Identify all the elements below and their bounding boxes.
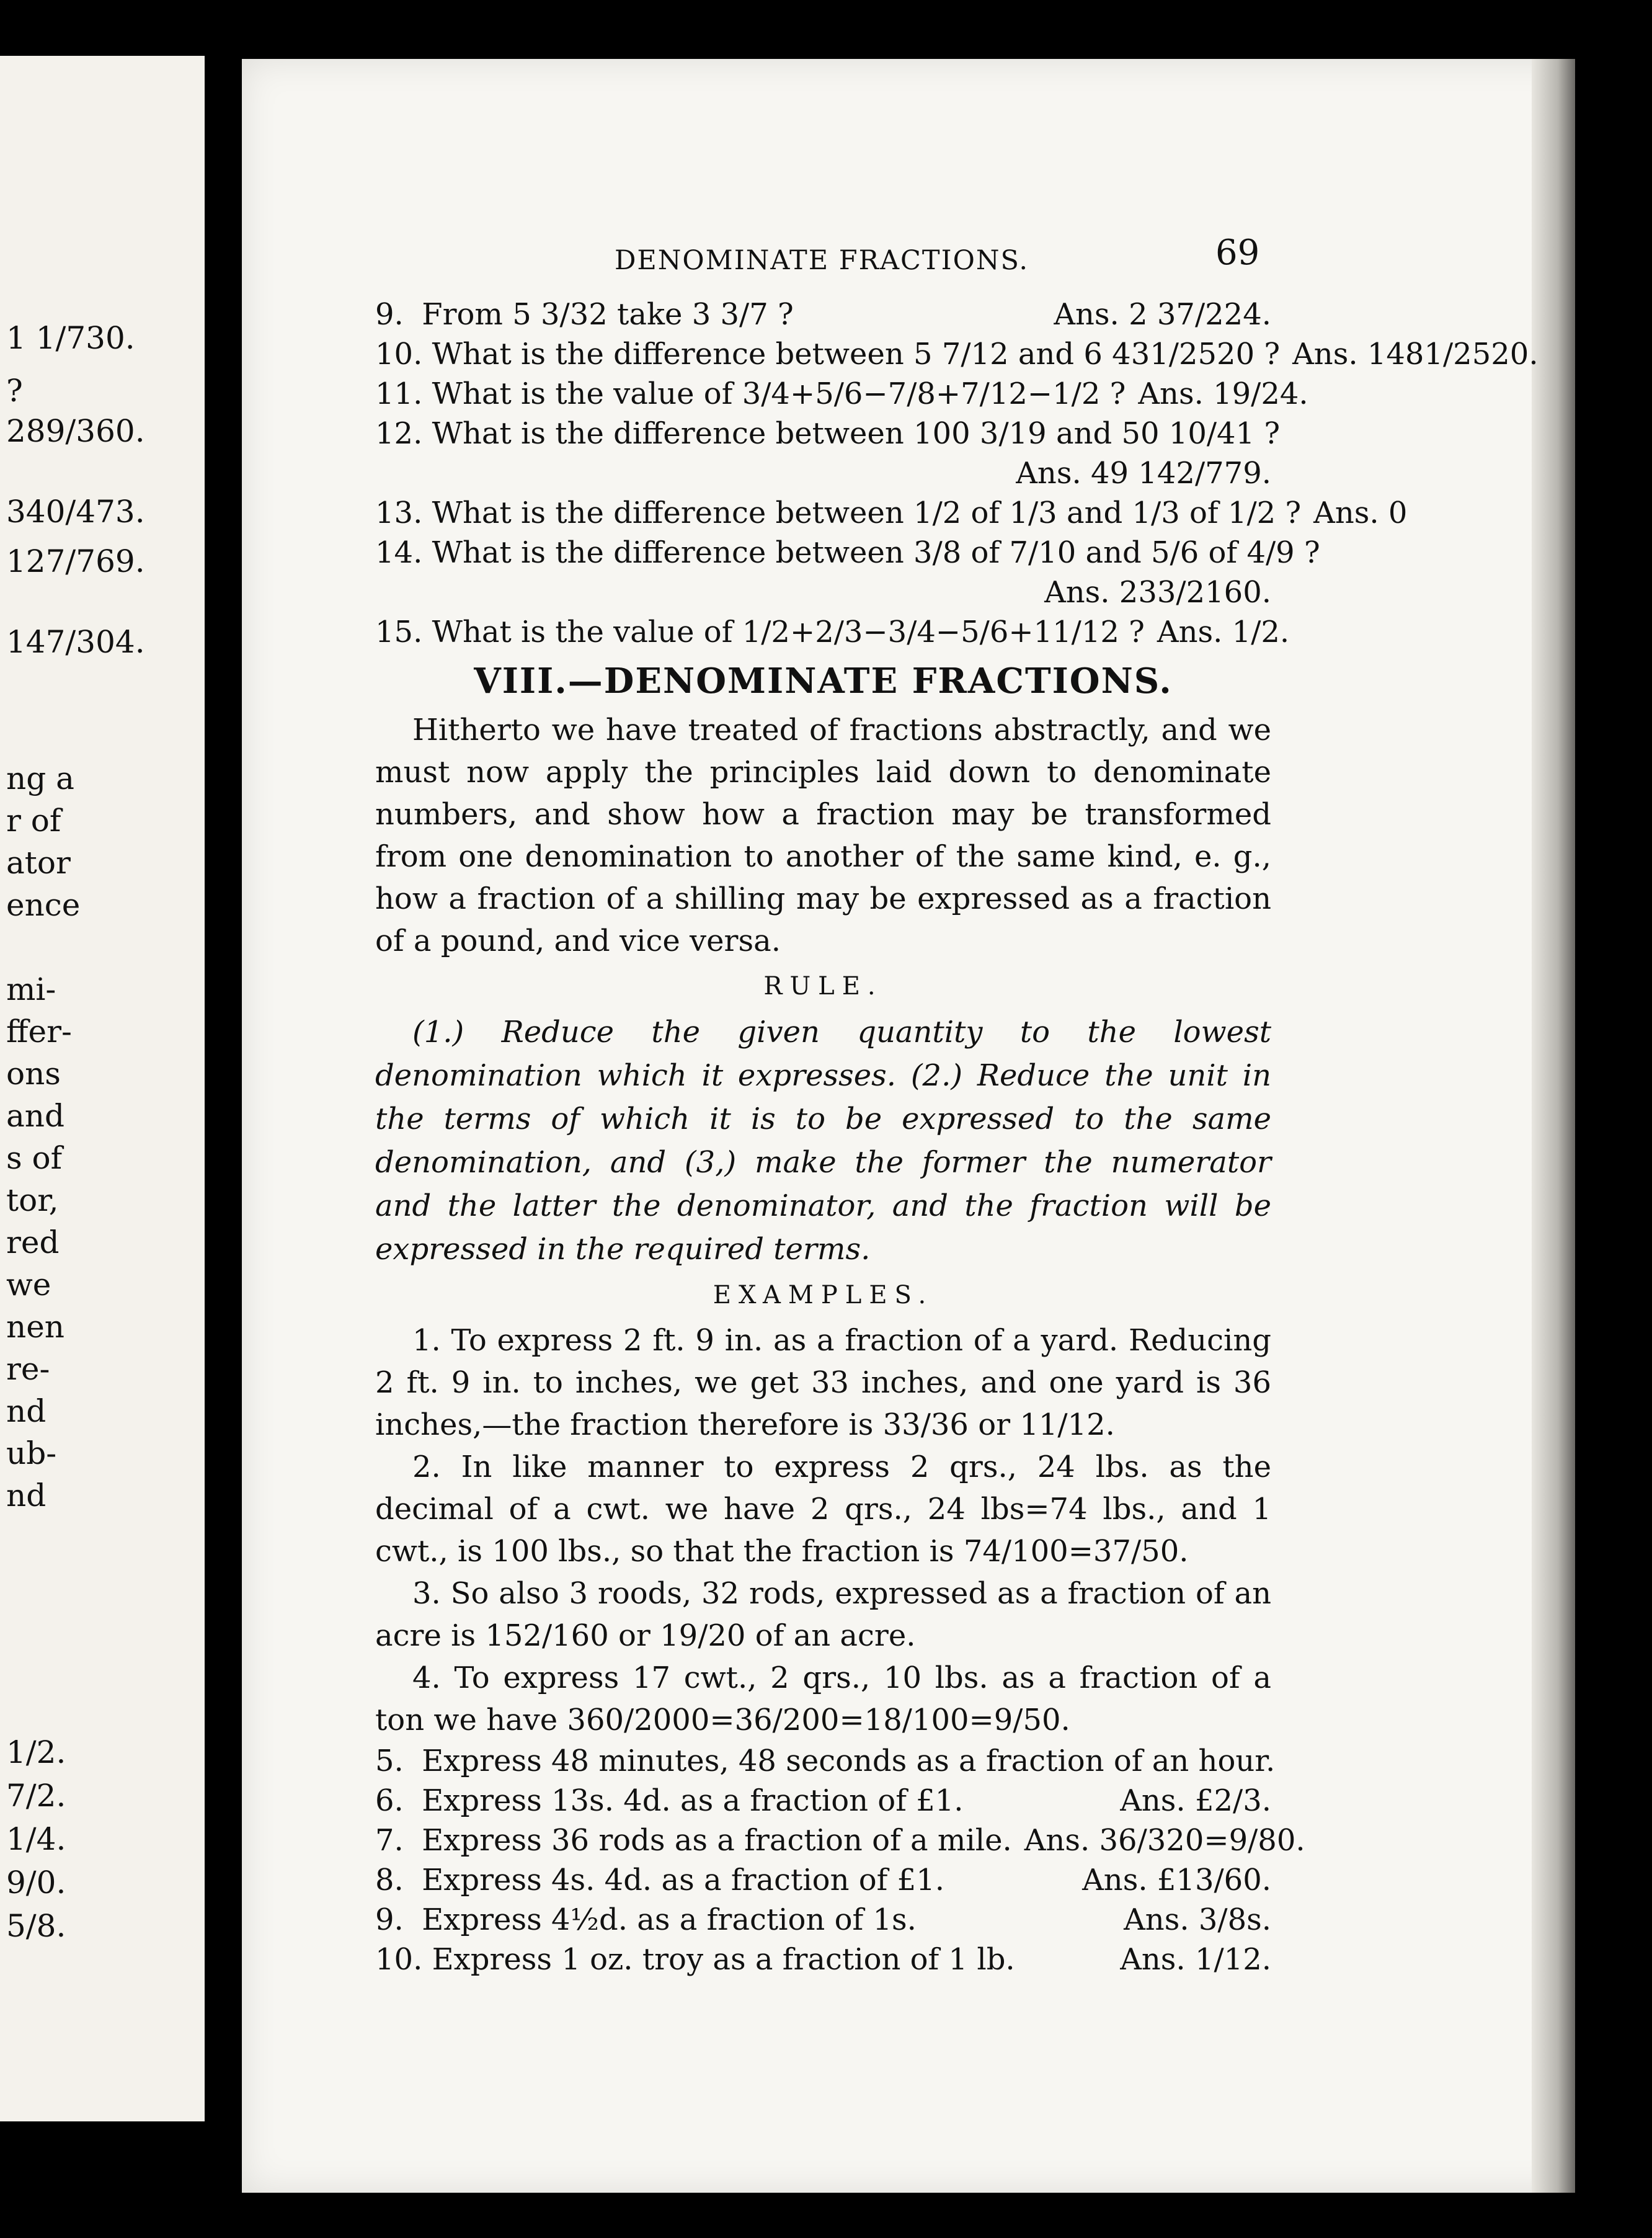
problem-text: From 5 3/32 take 3 3/7 ? (422, 297, 794, 332)
running-header: DENOMINATE FRACTIONS. (614, 245, 1029, 276)
problem-text: What is the difference between 5 7/12 and 6 431/2520 ? (432, 337, 1281, 372)
left-fragment: s of (6, 1140, 63, 1176)
facing-page-fragment (0, 56, 205, 2121)
left-fragment: 147/304. (6, 624, 145, 660)
exercise-answer: Ans. £13/60. (1082, 1863, 1271, 1897)
problem-number: 9. (375, 297, 404, 332)
problem-text: What is the difference between 100 3/19 and 50 10/41 ? (432, 416, 1281, 451)
worked-example: 4. To express 17 cwt., 2 qrs., 10 lbs. as a fraction of a ton we have 360/2000=36/200=18/100=9/50. (375, 1661, 1271, 1737)
left-fragment: mi- (6, 971, 56, 1007)
exercise-text: Express 13s. 4d. as a fraction of £1. (422, 1783, 964, 1818)
left-fragment: 5/8. (6, 1908, 66, 1944)
worked-example: 3. So also 3 roods, 32 rods, expressed as a fraction of an acre is 152/160 or 19/20 of an acre. (375, 1576, 1271, 1653)
intro-paragraph: Hitherto we have treated of fractions abstractly, and we must now apply the principles laid down to denominate numbers, and show how a fraction may be transformed from one denomination to another of the same kind, e. g., how a fraction of a shilling may be expressed as a fraction of a pound, and vice versa. (375, 713, 1271, 958)
problem-row (375, 414, 1281, 453)
problem-text: What is the difference between 3/8 of 7/10 and 5/6 of 4/9 ? (432, 535, 1320, 570)
problem-number: 14. (375, 535, 423, 570)
problem-list (375, 295, 1539, 652)
problem-number: 13. (375, 496, 423, 530)
exercise-text: Express 36 rods as a fraction of a mile. (422, 1823, 1012, 1858)
worked-examples (375, 1319, 1271, 1741)
exercise-row (375, 1741, 1276, 1781)
left-fragment: tor, (6, 1182, 59, 1218)
exercise-row (375, 1940, 1271, 1979)
left-fragment: we (6, 1267, 51, 1303)
problem-answer: Ans. 2 37/224. (1054, 297, 1271, 332)
left-fragment: ? (6, 373, 23, 409)
left-fragment: ence (6, 887, 81, 923)
left-fragment: and (6, 1098, 65, 1134)
exercise-number: 5. (375, 1744, 404, 1778)
problem-text: What is the value of 1/2+2/3−3/4−5/6+11/12 ? (432, 615, 1145, 649)
problem-text: What is the difference between 1/2 of 1/3 and 1/3 of 1/2 ? (432, 496, 1302, 530)
left-fragment: 7/2. (6, 1778, 66, 1814)
left-fragment: ffer- (6, 1014, 72, 1050)
page-content (375, 295, 1539, 1979)
left-fragment: ub- (6, 1435, 57, 1471)
exercise-text: Express 48 minutes, 48 seconds as a fraction of an hour. (422, 1744, 1276, 1778)
left-fragment: 1/2. (6, 1734, 66, 1770)
exercise-number: 9. (375, 1902, 404, 1937)
exercise-answer: Ans. 36/320=9/80. (1024, 1823, 1305, 1858)
problem-row (375, 334, 1539, 374)
left-fragment: ng a (6, 760, 74, 796)
problem-row (375, 493, 1408, 533)
problem-text: What is the value of 3/4+5/6−7/8+7/12−1/2 ? (432, 377, 1126, 411)
left-fragment: 127/769. (6, 543, 145, 579)
exercise-row (375, 1900, 1271, 1940)
left-fragment: 1/4. (6, 1821, 66, 1857)
problem-row (375, 295, 1271, 334)
left-fragment: 1 1/730. (6, 320, 135, 356)
left-fragment: red (6, 1224, 60, 1260)
left-fragment: 9/0. (6, 1865, 66, 1901)
worked-example: 2. In like manner to express 2 qrs., 24 lbs. as the decimal of a cwt. we have 2 qrs., 24 lbs=74 lbs., and 1 cwt., is 100 lbs., so that the fraction is 74/100=37/50. (375, 1450, 1271, 1569)
problem-number: 12. (375, 416, 423, 451)
exercise-number: 8. (375, 1863, 404, 1897)
left-fragment: 340/473. (6, 494, 145, 530)
exercise-text: Express 4s. 4d. as a fraction of £1. (422, 1863, 945, 1897)
exercise-list (375, 1741, 1305, 1979)
problem-answer: Ans. 1481/2520. (1292, 337, 1539, 372)
problem-answer: Ans. 1/2. (1157, 615, 1290, 649)
exercise-text: Express 4½d. as a fraction of 1s. (422, 1902, 917, 1937)
left-fragment: nd (6, 1393, 47, 1429)
left-fragment: r of (6, 803, 61, 839)
problem-number: 10. (375, 337, 423, 372)
exercise-text: Express 1 oz. troy as a fraction of 1 lb. (432, 1942, 1015, 1977)
exercise-answer: Ans. £2/3. (1120, 1783, 1271, 1818)
exercise-answer: Ans. 3/8s. (1124, 1902, 1271, 1937)
problem-row (375, 374, 1308, 414)
page-number: 69 (1215, 233, 1260, 273)
problem-row (375, 612, 1290, 652)
exercise-number: 7. (375, 1823, 404, 1858)
exercise-row (375, 1860, 1271, 1900)
problem-answer-line: Ans. 233/2160. (1044, 575, 1271, 610)
left-fragment: 289/360. (6, 413, 145, 449)
problem-number: 15. (375, 615, 423, 649)
exercise-number: 10. (375, 1942, 423, 1977)
examples-heading: EXAMPLES. (713, 1281, 934, 1309)
problem-answer-line: Ans. 49 142/779. (1016, 456, 1271, 491)
problem-answer: Ans. 19/24. (1138, 377, 1308, 411)
left-fragment: ator (6, 845, 71, 881)
book-gutter (205, 0, 242, 2238)
left-fragment: nen (6, 1309, 64, 1345)
exercise-row (375, 1781, 1271, 1821)
problem-number: 11. (375, 377, 423, 411)
rule-heading: RULE. (763, 972, 883, 1001)
left-fragment: re- (6, 1351, 50, 1387)
left-fragment: nd (6, 1478, 47, 1514)
exercise-number: 6. (375, 1783, 404, 1818)
worked-example: 1. To express 2 ft. 9 in. as a fraction of a yard. Reducing 2 ft. 9 in. to inches, we get 33 inches, and one yard is 36 inches,—the fraction therefore is 33/36 or 11/12. (375, 1323, 1271, 1442)
problem-row (375, 533, 1320, 573)
problem-answer: Ans. 0 (1313, 496, 1408, 530)
section-title: VIII.—DENOMINATE FRACTIONS. (474, 661, 1173, 702)
left-fragment: ons (6, 1056, 61, 1092)
rule-text: (1.) Reduce the given quantity to the lowest denomination which it expresses. (2.) Reduce the unit in the terms of which it is to be expressed to the same denomination, and (3,) make the former the numerator and the latter the denominator, and the fraction will be expressed in the required terms. (375, 1015, 1271, 1267)
page-edge-shadow (1532, 59, 1575, 2193)
exercise-row (375, 1821, 1305, 1860)
exercise-answer: Ans. 1/12. (1120, 1942, 1271, 1977)
